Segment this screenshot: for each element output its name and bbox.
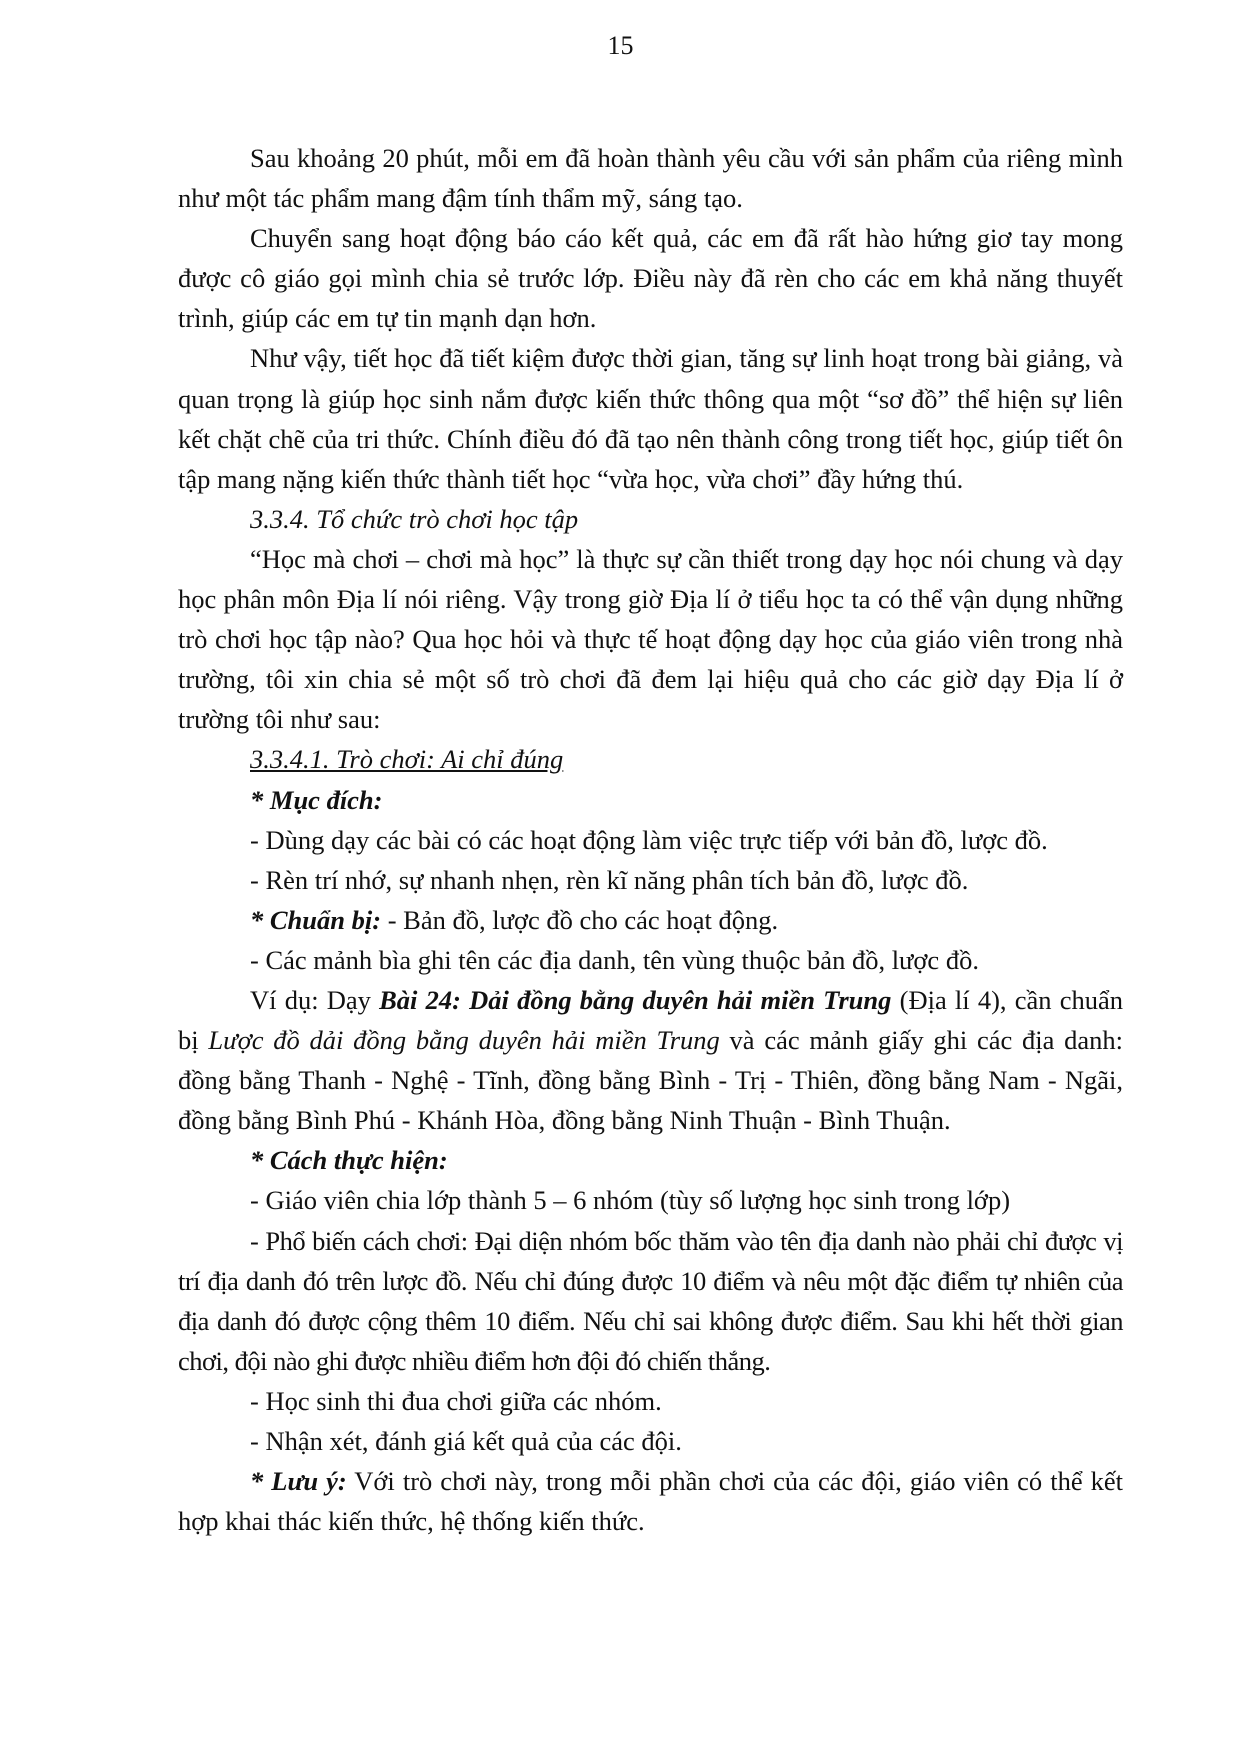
subsection-heading-text: 3.3.4.1. Trò chơi: Ai chỉ đúng [250,744,564,775]
example-prefix: Ví dụ: Dạy [250,984,380,1015]
purpose-item-1: - Dùng dạy các bài có các hoạt động làm việc trực tiếp với bản đồ, lược đồ. [250,824,1048,855]
purpose-label: * Mục đích: [250,784,383,815]
section-heading-3-3-4: 3.3.4. Tổ chức trò chơi học tập [250,503,579,534]
example-lesson-title: Bài 24: Dải đồng bằng duyên hải miền Trung [379,984,892,1015]
subsection-heading-3-3-4-1 [178,739,1123,779]
paragraph-example [178,980,1123,1140]
method-item-4: - Nhận xét, đánh giá kết quả của các đội. [250,1426,682,1456]
preparation-label: * Chuẩn bị: [250,904,382,935]
method-item-2: - Phổ biến cách chơi: Đại diện nhóm bốc thăm vào tên địa danh nào phải chỉ được vị trí địa danh đó trên lược đồ. Nếu chỉ đúng được 10 điểm và nêu một đặc điểm tự nhiên của địa danh đó được cộng thêm 10 điểm. Nếu chỉ sai không được điểm. Sau khi hết thời gian chơi, đội nào ghi được nhiều điểm hơn đội đó chiến thắng. [178,1225,1123,1376]
method-label: * Cách thực hiện: [250,1145,448,1176]
method-item-3: - Học sinh thi đua chơi giữa các nhóm. [250,1385,662,1416]
purpose-item-2: - Rèn trí nhớ, sự nhanh nhẹn, rèn kĩ năng phân tích bản đồ, lược đồ. [250,864,969,895]
note-paragraph [178,1461,1123,1541]
example-map-title: Lược đồ dải đồng bằng duyên hải miền Trung [208,1025,720,1056]
page-number: 15 [607,31,634,60]
preparation-item-2: - Các mảnh bìa ghi tên các địa danh, tên vùng thuộc bản đồ, lược đồ. [250,944,979,975]
example-middle: (Địa lí 4), cần chuẩn bị [178,984,1123,1056]
paragraph-learning-games: “Học mà chơi – chơi mà học” là thực sự cần thiết trong dạy học nói chung và dạy học phân môn Địa lí nói riêng. Vậy trong giờ Địa lí ở tiểu học ta có thể vận dụng những trò chơi học tập nào? Qua học hỏi và thực tế hoạt động dạy học của giáo viên trong nhà trường, tôi xin chia sẻ một số trò chơi đã đem lại hiệu quả cho các giờ dạy Địa lí ở trường tôi như sau: [178,543,1123,735]
example-end: và các mảnh giấy ghi các địa danh: đồng bằng Thanh - Nghệ - Tĩnh, đồng bằng Bình - Trị - Thiên, đồng bằng Nam - Ngãi, đồng bằng Bình Phú - Khánh Hòa, đồng bằng Ninh Thuận - Bình Thuận. [178,1025,1123,1136]
preparation-line [178,900,1123,940]
paragraph-result: Sau khoảng 20 phút, mỗi em đã hoàn thành yêu cầu với sản phẩm của riêng mình như một tác phẩm mang đậm tính thẩm mỹ, sáng tạo. [178,143,1123,214]
note-text: Với trò chơi này, trong mỗi phần chơi của các đội, giáo viên có thể kết hợp khai thác kiến thức, hệ thống kiến thức. [178,1466,1123,1537]
page-body [178,138,1123,1541]
paragraph-report: Chuyển sang hoạt động báo cáo kết quả, các em đã rất hào hứng giơ tay mong được cô giáo gọi mình chia sẻ trước lớp. Điều này đã rèn cho các em khả năng thuyết trình, giúp các em tự tin mạnh dạn hơn. [178,223,1123,334]
paragraph-summary: Như vậy, tiết học đã tiết kiệm được thời gian, tăng sự linh hoạt trong bài giảng, và quan trọng là giúp học sinh nắm được kiến thức thông qua một “sơ đồ” thể hiện sự liên kết chặt chẽ của tri thức. Chính điều đó đã tạo nên thành công trong tiết học, giúp tiết ôn tập mang nặng kiến thức thành tiết học “vừa học, vừa chơi” đầy hứng thú. [178,343,1123,494]
method-item-1: - Giáo viên chia lớp thành 5 – 6 nhóm (tùy số lượng học sinh trong lớp) [250,1185,1011,1216]
note-label: * Lưu ý: [250,1466,347,1497]
preparation-text: - Bản đồ, lược đồ cho các hoạt động. [381,904,779,935]
